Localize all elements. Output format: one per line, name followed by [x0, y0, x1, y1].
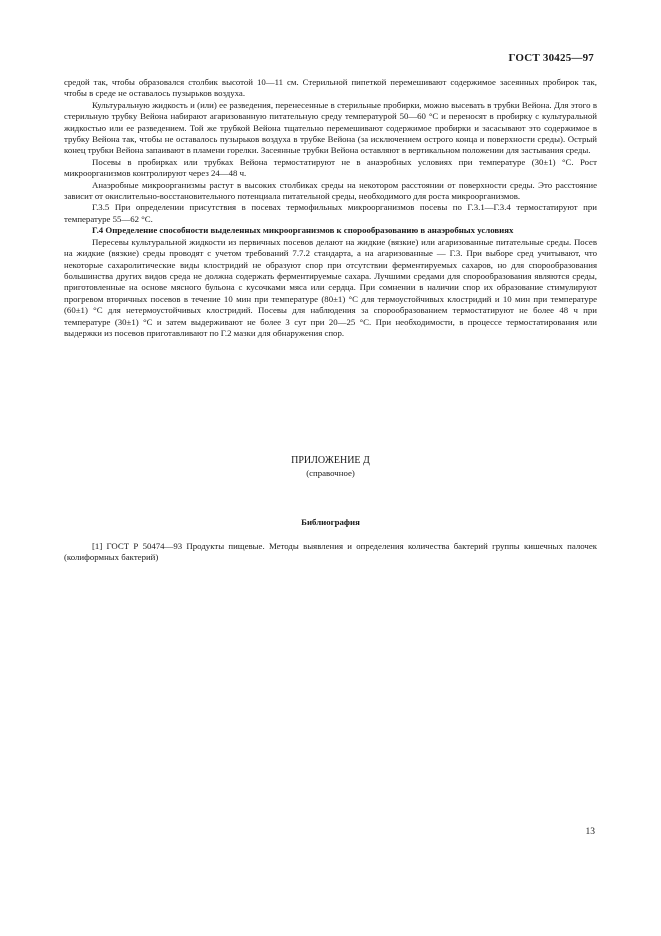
paragraph: Культуральную жидкость и (или) ее разведения, перенесенные в стерильные пробирки, можно высевать в трубки Вейона. Для этого в стерильную трубку Вейона набирают агаризованную питательную среду температурой 50—60 °С и переносят в пробирку с культуральной жидкостью или ее разведением. Той же трубкой Вейона тщательно перемешивают содержимое пробирки и засасывают это содержимое в трубку Вейона так, чтобы не оставалось пузырьков воздуха в трубке Вейона (за исключением острого конца и поверхности среды). Острый конец трубки Вейона запаивают в пламени горелки. Засеянные трубки Вейона оставляют в вертикальном положении для застывания среды.	[64, 99, 597, 156]
paragraph: Анаэробные микроорганизмы растут в высоких столбиках среды на некотором расстоянии от поверхности среды. Это расстояние зависит от окислительно-восстановительного потенциала питательной среды, необходимого для роста микроорганизмов.	[64, 179, 597, 202]
paragraph: Посевы в пробирках или трубках Вейона термостатируют не в анаэробных условиях при температуре (30±1) °С. Рост микроорганизмов контролируют через 24—48 ч.	[64, 156, 597, 179]
section-heading: Г.4 Определение способности выделенных микроорганизмов к спорообразованию в анаэробных условиях	[92, 225, 514, 236]
paragraph: средой так, чтобы образовался столбик высотой 10—11 см. Стерильной пипеткой перемешивают содержимое засеянных пробирок так, чтобы в среде не оставалось пузырьков воздуха.	[64, 77, 597, 99]
standard-header: ГОСТ 30425—97	[508, 52, 594, 64]
appendix-subtitle: (справочное)	[306, 468, 355, 478]
appendix-heading	[0, 455, 661, 479]
appendix-title: ПРИЛОЖЕНИЕ Д	[291, 455, 370, 466]
bibliography-title: Библиография	[301, 517, 360, 527]
paragraph: Пересевы культуральной жидкости из первичных посевов делают на жидкие (вязкие) или агаризованные питательные среды. Посев на жидкие (вязкие) среды проводят с учетом требований 7.7.2 стандарта, а на агаризованные — Г.3. При выборе сред учитывают, что некоторые сахаролитические виды клостридий не образуют спор при отсутствии ферментируемых сахаров, но для спорообразования большинства других видов среда не должна содержать ферментируемые сахара. Лучшими средами для спорообразования являются среды, приготовленные на основе мясного бульона с кусочками мяса или сердца. При сомнении в наличии спор их образование стимулируют прогревом вторичных посевов в течение 10 мин при температуре (80±1) °С для термоустойчивых клостридий и 10 мин при температуре (60±1) °С для нетермоустойчивых клостридий. Посевы для наблюдения за спорообразованием термостатируют не более 48 ч при температуре (30±1) °С и затем выдерживают не более 3 сут при 20—25 °С. При необходимости, в процессе термостатирования или выдержки из посевов приготавливают по Г.2 мазки для обнаружения спор.	[64, 236, 597, 338]
body-text	[64, 77, 597, 339]
page-number: 13	[585, 827, 595, 837]
paragraph: Г.3.5 При определении присутствия в посевах термофильных микроорганизмов посевы по Г.3.1—Г.3.4 термостатируют при температуре 55—62 °С.	[64, 202, 597, 224]
bibliography-entry: [1] ГОСТ Р 50474—93 Продукты пищевые. Методы выявления и определения количества бактерий группы кишечных палочек (колиформных бактерий)	[64, 541, 597, 563]
